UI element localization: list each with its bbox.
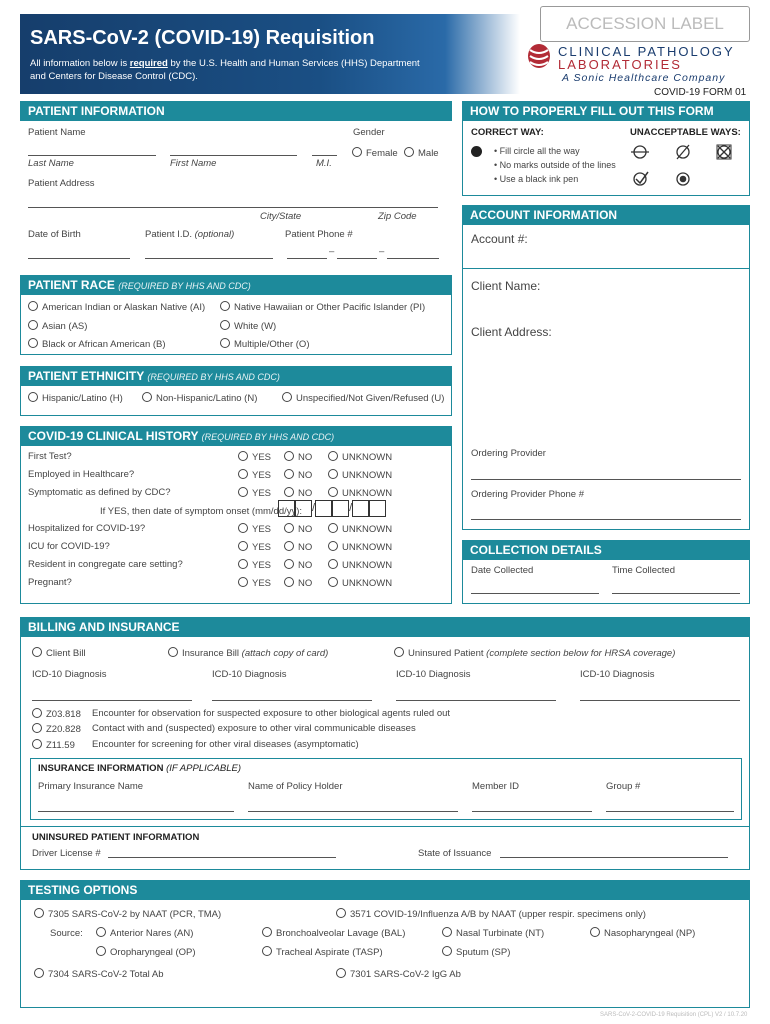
radio-icon (96, 946, 106, 956)
clinical-no-option[interactable]: NO (284, 559, 312, 571)
ethnicity-u-option[interactable]: Unspecified/Not Given/Refused (U) (282, 392, 444, 404)
icd-label-2: ICD-10 Diagnosis (212, 669, 287, 680)
race-o-option[interactable]: Multiple/Other (O) (220, 338, 310, 350)
radio-icon (328, 487, 338, 497)
group-label: Group # (606, 781, 641, 792)
last-name-field[interactable] (28, 155, 156, 156)
race-heading: PATIENT RACE (REQUIRED BY HHS AND CDC) (20, 275, 452, 295)
uninsured-heading: UNINSURED PATIENT INFORMATION (32, 832, 200, 843)
radio-icon (284, 487, 294, 497)
policy-holder-field[interactable] (248, 811, 458, 812)
correct-way-label: CORRECT WAY: (471, 127, 544, 138)
clinical-heading: COVID-19 CLINICAL HISTORY (REQUIRED BY HHS AND CDC) (20, 426, 452, 446)
group-field[interactable] (606, 811, 734, 812)
phone-line-field[interactable] (387, 258, 439, 259)
radio-icon (328, 469, 338, 479)
source-np-option[interactable]: Nasopharyngeal (NP) (590, 927, 695, 939)
icd-z1159-desc: Encounter for screening for other viral diseases (asymptomatic) (92, 739, 359, 750)
lab-name-line2: LABORATORIES (558, 57, 682, 72)
radio-icon (404, 147, 414, 157)
lab-name-line1: CLINICAL PATHOLOGY (558, 44, 735, 59)
zip-label: Zip Code (378, 211, 417, 222)
client-bill-option[interactable]: Client Bill (32, 647, 86, 659)
test-7305-option[interactable]: 7305 SARS-CoV-2 by NAAT (PCR, TMA) (34, 908, 221, 920)
clinical-no-option[interactable]: NO (284, 577, 312, 589)
ethnicity-n-option[interactable]: Non-Hispanic/Latino (N) (142, 392, 257, 404)
onset-date-boxes[interactable]: / / (278, 500, 386, 517)
client-address-label: Client Address: (471, 325, 552, 339)
clinical-yes-option[interactable]: YES (238, 577, 271, 589)
patient-id-field[interactable] (145, 258, 273, 259)
icd-field-1[interactable] (32, 700, 192, 701)
ethnicity-h-option[interactable]: Hispanic/Latino (H) (28, 392, 123, 404)
primary-insurance-label: Primary Insurance Name (38, 781, 144, 792)
radio-icon (284, 523, 294, 533)
radio-icon (32, 723, 42, 733)
radio-icon (32, 739, 42, 749)
clinical-unknown-option[interactable]: UNKNOWN (328, 577, 392, 589)
icd-field-3[interactable] (396, 700, 556, 701)
account-number-label: Account #: (471, 232, 528, 246)
radio-icon (284, 541, 294, 551)
howto-bullet-1: • Fill circle all the way (494, 146, 580, 156)
accession-label-box: ACCESSION LABEL (540, 6, 750, 42)
patient-address-field[interactable] (28, 207, 438, 208)
account-divider (462, 268, 750, 269)
source-label: Source: (50, 928, 83, 939)
radio-icon (168, 647, 178, 657)
ordering-provider-field[interactable] (471, 479, 741, 480)
radio-icon (28, 338, 38, 348)
icd-z20828-option[interactable]: Z20.828 (32, 723, 81, 735)
radio-icon (336, 968, 346, 978)
dob-field[interactable] (28, 258, 130, 259)
radio-icon (32, 647, 42, 657)
patient-name-label: Patient Name (28, 127, 86, 138)
form-title: SARS-CoV-2 (COVID-19) Requisition (30, 27, 375, 49)
phone-dash-1: – (329, 246, 335, 257)
radio-icon (28, 301, 38, 311)
ethnicity-heading: PATIENT ETHNICITY (REQUIRED BY HHS AND CDC) (20, 366, 452, 386)
clinical-yes-option[interactable]: YES (238, 541, 271, 553)
clinical-no-option[interactable]: NO (284, 523, 312, 535)
radio-icon (28, 392, 38, 402)
icd-field-4[interactable] (580, 700, 740, 701)
provider-phone-field[interactable] (471, 519, 741, 520)
clinical-no-option[interactable]: NO (284, 469, 312, 481)
clinical-unknown-option[interactable]: UNKNOWN (328, 523, 392, 535)
radio-icon (238, 577, 248, 587)
clinical-yes-option[interactable]: YES (238, 451, 271, 463)
test-3571-option[interactable]: 3571 COVID-19/Influenza A/B by NAAT (upper respir. specimens only) (336, 908, 646, 920)
unacceptable-marks-icon (628, 143, 738, 188)
race-pi-option[interactable]: Native Hawaiian or Other Pacific Islander (PI) (220, 301, 425, 313)
radio-icon (220, 338, 230, 348)
radio-icon (262, 946, 272, 956)
clinical-question: Symptomatic as defined by CDC? (28, 487, 171, 498)
time-collected-label: Time Collected (612, 565, 676, 576)
radio-icon (590, 927, 600, 937)
lab-logo-icon (528, 44, 550, 68)
icd-label-4: ICD-10 Diagnosis (580, 669, 655, 680)
patient-address-label: Patient Address (28, 178, 95, 189)
clinical-question: Employed in Healthcare? (28, 469, 135, 480)
clinical-unknown-option[interactable]: UNKNOWN (328, 469, 392, 481)
testing-heading: TESTING OPTIONS (20, 880, 750, 900)
radio-icon (328, 523, 338, 533)
source-sp-option[interactable]: Sputum (SP) (442, 946, 510, 958)
collection-heading: COLLECTION DETAILS (462, 540, 750, 560)
gender-male-option[interactable]: Male (404, 147, 439, 159)
radio-icon (284, 577, 294, 587)
state-issuance-field[interactable] (500, 857, 728, 858)
patient-phone-label: Patient Phone # (285, 229, 353, 240)
icd-z20828-desc: Contact with and (suspected) exposure to other viral communicable diseases (92, 723, 416, 734)
radio-icon (284, 451, 294, 461)
provider-phone-label: Ordering Provider Phone # (471, 489, 585, 500)
race-as-option[interactable]: Asian (AS) (28, 320, 87, 332)
phone-prefix-field[interactable] (337, 258, 377, 259)
driver-license-label: Driver License # (32, 848, 101, 859)
footer-note: SARS-CoV-2-COVID-19 Requisition (CPL) V2 / 10.7.20 (600, 1012, 748, 1018)
clinical-yes-option[interactable]: YES (238, 469, 271, 481)
radio-icon (96, 927, 106, 937)
ordering-provider-label: Ordering Provider (471, 448, 546, 459)
radio-icon (284, 469, 294, 479)
lab-tagline: A Sonic Healthcare Company (562, 72, 726, 84)
client-name-label: Client Name: (471, 279, 541, 293)
source-an-option[interactable]: Anterior Nares (AN) (96, 927, 193, 939)
primary-insurance-field[interactable] (38, 811, 234, 812)
race-b-option[interactable]: Black or African American (B) (28, 338, 166, 350)
icd-z1159-option[interactable]: Z11.59 (32, 739, 75, 751)
icd-label-3: ICD-10 Diagnosis (396, 669, 471, 680)
driver-license-field[interactable] (108, 857, 336, 858)
clinical-unknown-option[interactable]: UNKNOWN (328, 559, 392, 571)
insurance-info-heading: INSURANCE INFORMATION (IF APPLICABLE) (38, 763, 242, 774)
billing-heading: BILLING AND INSURANCE (20, 617, 750, 637)
gender-female-option[interactable]: Female (352, 147, 398, 159)
radio-icon (336, 908, 346, 918)
howto-heading: HOW TO PROPERLY FILL OUT THIS FORM (462, 101, 750, 121)
radio-icon (32, 708, 42, 718)
radio-icon (238, 487, 248, 497)
clinical-question: Pregnant? (28, 577, 72, 588)
test-7301-option[interactable]: 7301 SARS-CoV-2 IgG Ab (336, 968, 461, 980)
account-heading: ACCOUNT INFORMATION (462, 205, 750, 225)
clinical-question: Hospitalized for COVID-19? (28, 523, 146, 534)
clinical-question: Resident in congregate care setting? (28, 559, 183, 570)
radio-icon (238, 541, 248, 551)
patient-info-heading: PATIENT INFORMATION (20, 101, 452, 121)
radio-icon (34, 968, 44, 978)
clinical-no-option[interactable]: NO (284, 451, 312, 463)
radio-icon (328, 577, 338, 587)
insurance-bill-option[interactable]: Insurance Bill (attach copy of card) (168, 647, 328, 659)
icd-z03818-desc: Encounter for observation for suspected exposure to other biological agents ruled out (92, 708, 451, 719)
test-7304-option[interactable]: 7304 SARS-CoV-2 Total Ab (34, 968, 163, 980)
mi-field[interactable] (312, 155, 337, 156)
policy-holder-label: Name of Policy Holder (248, 781, 343, 792)
clinical-no-option[interactable]: NO (284, 487, 312, 499)
clinical-question: First Test? (28, 451, 72, 462)
clinical-yes-option[interactable]: YES (238, 487, 271, 499)
radio-icon (328, 451, 338, 461)
icd-label-1: ICD-10 Diagnosis (32, 669, 107, 680)
howto-bullet-2: • No marks outside of the lines (494, 160, 616, 170)
uninsured-divider (20, 826, 750, 827)
first-name-field[interactable] (170, 155, 297, 156)
account-box (462, 205, 750, 530)
icd-z03818-option[interactable]: Z03.818 (32, 708, 81, 720)
source-tasp-option[interactable]: Tracheal Aspirate (TASP) (262, 946, 383, 958)
radio-icon (328, 541, 338, 551)
phone-dash-2: – (379, 246, 385, 257)
last-name-label: Last Name (28, 158, 74, 169)
gender-label: Gender (353, 127, 385, 138)
clinical-no-option[interactable]: NO (284, 541, 312, 553)
clinical-unknown-option[interactable]: UNKNOWN (328, 487, 392, 499)
source-nt-option[interactable]: Nasal Turbinate (NT) (442, 927, 544, 939)
date-collected-label: Date Collected (471, 565, 534, 576)
clinical-yes-option[interactable]: YES (238, 559, 271, 571)
radio-icon (328, 559, 338, 569)
clinical-unknown-option[interactable]: UNKNOWN (328, 451, 392, 463)
radio-icon (28, 320, 38, 330)
radio-icon (442, 946, 452, 956)
unacceptable-label: UNACCEPTABLE WAYS: (630, 127, 741, 138)
state-issuance-label: State of Issuance (418, 848, 492, 859)
clinical-yes-option[interactable]: YES (238, 523, 271, 535)
member-id-field[interactable] (472, 811, 592, 812)
patient-id-label: Patient I.D. (optional) (145, 229, 235, 240)
radio-icon (238, 451, 248, 461)
radio-icon (442, 927, 452, 937)
source-op-option[interactable]: Oropharyngeal (OP) (96, 946, 196, 958)
radio-icon (220, 301, 230, 311)
radio-icon (238, 559, 248, 569)
member-id-label: Member ID (472, 781, 519, 792)
radio-icon (394, 647, 404, 657)
race-ai-option[interactable]: American Indian or Alaskan Native (AI) (28, 301, 205, 313)
radio-icon (282, 392, 292, 402)
radio-icon (34, 908, 44, 918)
uninsured-option[interactable]: Uninsured Patient (complete section below for HRSA coverage) (394, 647, 675, 659)
radio-icon (262, 927, 272, 937)
howto-bullet-3: • Use a black ink pen (494, 174, 579, 184)
filled-circle-icon (471, 146, 482, 157)
phone-area-field[interactable] (287, 258, 327, 259)
city-state-label: City/State (260, 211, 302, 222)
radio-icon (284, 559, 294, 569)
radio-icon (238, 469, 248, 479)
mi-label: M.I. (316, 158, 332, 169)
clinical-unknown-option[interactable]: UNKNOWN (328, 541, 392, 553)
source-bal-option[interactable]: Bronchoalveolar Lavage (BAL) (262, 927, 405, 939)
radio-icon (220, 320, 230, 330)
form-id: COVID-19 FORM 01 (654, 87, 747, 98)
clinical-question: ICU for COVID-19? (28, 541, 110, 552)
first-name-label: First Name (170, 158, 217, 169)
race-w-option[interactable]: White (W) (220, 320, 276, 332)
radio-icon (238, 523, 248, 533)
dob-label: Date of Birth (28, 229, 81, 240)
time-collected-field[interactable] (612, 593, 740, 594)
form-subtitle: All information below is required by the U.S. Health and Human Services (HHS) Department and Centers for Disease Control (CDC). (30, 58, 420, 82)
radio-icon (352, 147, 362, 157)
icd-field-2[interactable] (212, 700, 372, 701)
radio-icon (142, 392, 152, 402)
symptom-onset-label: If YES, then date of symptom onset (mm/dd/yy): (100, 506, 303, 517)
date-collected-field[interactable] (471, 593, 599, 594)
